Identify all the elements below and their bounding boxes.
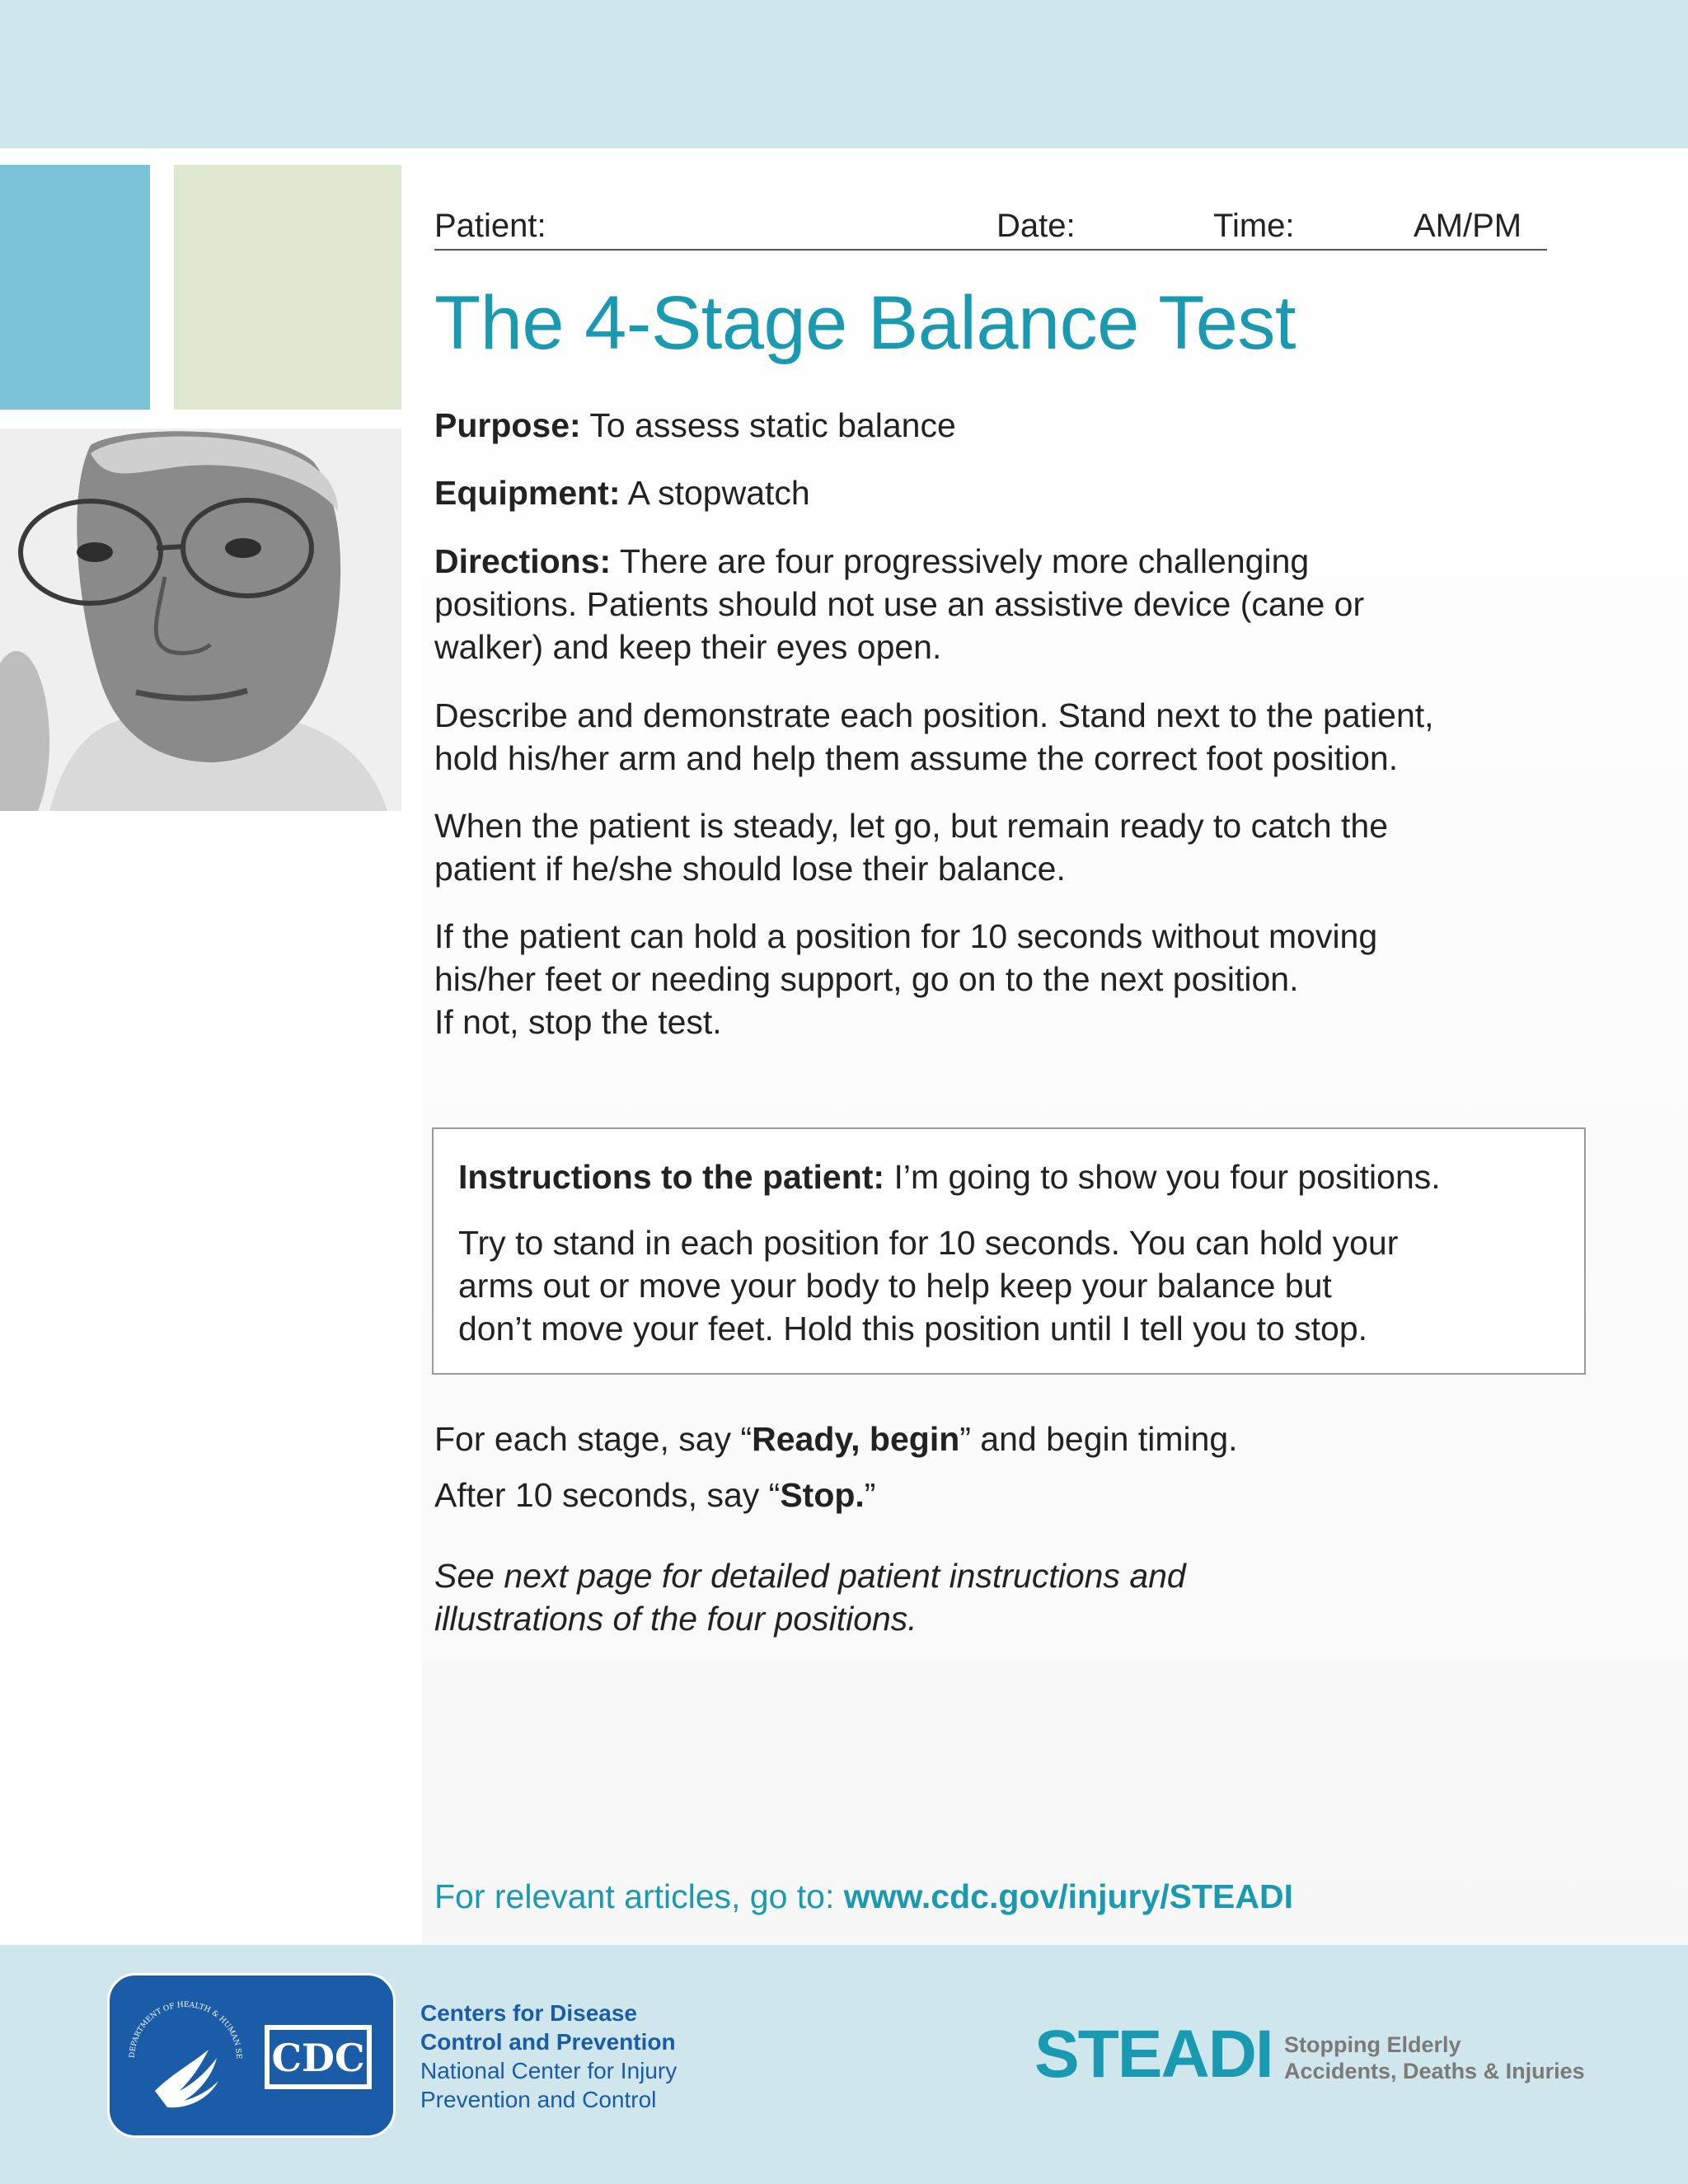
steadi-logo: STEADI [1034,2017,1273,2092]
decorative-green-block [174,165,401,410]
purpose-label: Purpose: [434,406,581,444]
hold-paragraph [434,915,1588,1043]
cdc-agency-text [420,1999,677,2114]
describe-line-1: Describe and demonstrate each position. Stand next to the patient, [434,696,1434,734]
cdc-line-2: Control and Prevention [420,2029,676,2055]
articles-line [434,1877,1293,1916]
hold-line-1: If the patient can hold a position for 10 seconds without moving [434,917,1378,955]
instructions-intro [458,1155,1563,1198]
steadi-tagline [1284,2032,1585,2084]
ampm-label: AM/PM [1414,208,1522,244]
see-next-line-2: illustrations of the four positions. [434,1600,917,1638]
hold-line-2: his/her feet or needing support, go on to the next position. [434,960,1299,998]
page-title: The 4-Stage Balance Test [434,281,1296,365]
cdc-logo-text: CDC [271,2036,365,2080]
instructions-line-2: arms out or move your body to help keep your balance but [458,1267,1332,1305]
steadi-link[interactable]: www.cdc.gov/injury/STEADI [843,1877,1293,1915]
see-next-page-note [434,1554,1588,1640]
after-text-pre: After 10 seconds, say “ [434,1476,781,1514]
svg-text:DEPARTMENT OF HEALTH & HUMAN S [110,1975,242,2059]
stage-text-pre: For each stage, say “ [434,1420,753,1458]
cdc-line-1: Centers for Disease [420,2000,638,2026]
directions-line-1: There are four progressively more challenging [619,542,1310,580]
directions-line-3: walker) and keep their eyes open. [434,628,942,666]
instructions-line-1: Try to stand in each position for 10 seconds. You can hold your [458,1224,1399,1262]
equipment-paragraph [434,471,1588,514]
instructions-line-3: don’t move your feet. Hold this position until I tell you to stop. [458,1310,1368,1347]
patient-label: Patient: [434,208,546,244]
hhs-seal-text: DEPARTMENT OF HEALTH & HUMAN SE [128,2000,243,2060]
decorative-blue-block [0,165,150,410]
purpose-text: To assess static balance [589,406,956,444]
hhs-eagle-icon [155,2050,218,2107]
steady-line-2: patient if he/she should lose their balance. [434,850,1066,888]
time-label: Time: [1213,208,1295,244]
after-instruction [434,1474,1588,1516]
stage-instruction [434,1418,1588,1460]
top-band [0,0,1688,148]
directions-line-2: positions. Patients should not use an assistive device (cane or [434,585,1365,623]
after-text-bold: Stop. [780,1476,865,1514]
instructions-body [458,1221,1563,1350]
steadi-tag-line-1: Stopping Elderly [1284,2032,1461,2057]
patient-instructions-box [432,1127,1586,1375]
stage-text-bold: Ready, begin [752,1420,960,1458]
steady-line-1: When the patient is steady, let go, but remain ready to catch the [434,807,1389,845]
steadi-tag-line-2: Accidents, Deaths & Injuries [1284,2059,1585,2083]
cdc-line-3: National Center for Injury [420,2058,678,2083]
cdc-line-4: Prevention and Control [420,2087,657,2112]
directions-paragraph [434,540,1588,668]
equipment-text: A stopwatch [627,474,810,512]
patient-photo [0,429,401,811]
hhs-cdc-logo [107,1973,396,2138]
steady-paragraph [434,804,1588,890]
date-label: Date: [996,208,1076,244]
equipment-label: Equipment: [434,474,621,512]
stage-text-post: ” and begin timing. [959,1420,1238,1458]
instructions-label: Instructions to the patient: [458,1158,885,1196]
describe-paragraph [434,694,1588,780]
after-text-post: ” [864,1476,876,1514]
patient-info-row [434,208,1547,251]
articles-prefix: For relevant articles, go to: [434,1877,844,1915]
describe-line-2: hold his/her arm and help them assume the correct foot position. [434,739,1399,777]
hold-line-3: If not, stop the test. [434,1003,722,1041]
see-next-line-1: See next page for detailed patient instructions and [434,1557,1186,1595]
purpose-paragraph [434,404,1588,447]
instructions-text: I’m going to show you four positions. [893,1158,1441,1196]
directions-label: Directions: [434,542,612,580]
